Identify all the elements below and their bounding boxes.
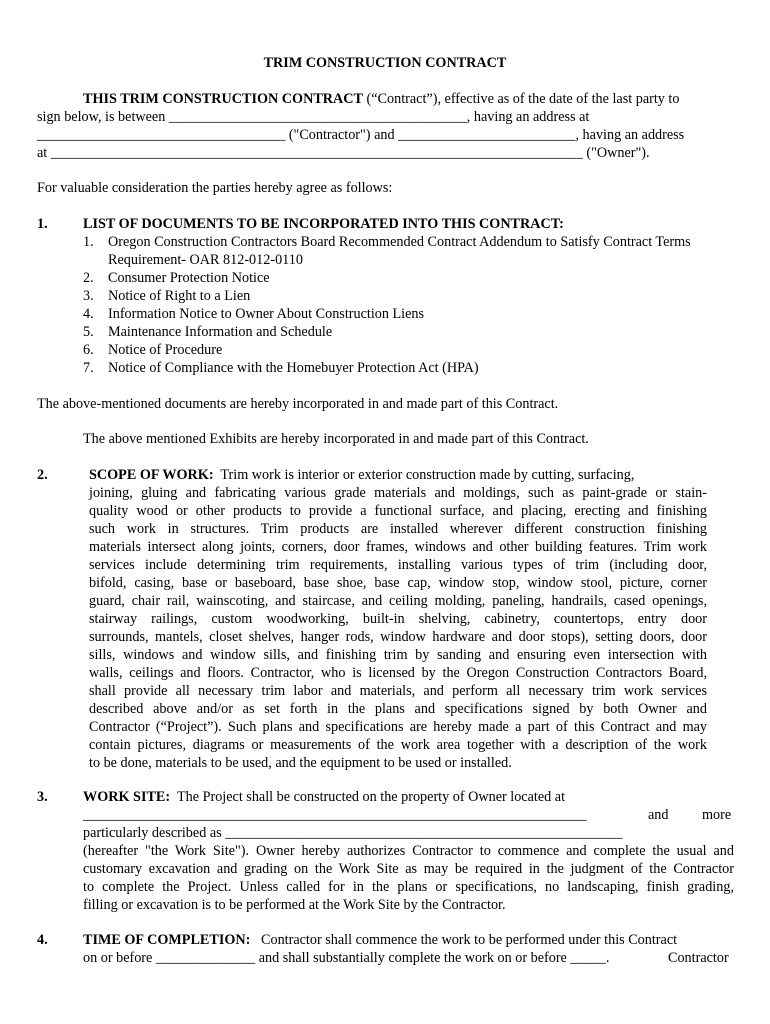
scope-line: shall provide all necessary trim labor and materials, and perform all necessary trim work services — [89, 683, 707, 699]
work-site-heading: WORK SITE: — [83, 789, 171, 805]
scope-line: joining, gluing and fabricating various grade materials and moldings, such as paint-grade or stain- — [89, 485, 707, 501]
section-3-number: 3. — [37, 789, 48, 805]
document-list-item: Consumer Protection Notice — [108, 270, 270, 286]
scope-line: services include determining trim requirements, installing various types of trim (including door, — [89, 557, 707, 573]
document-list-item: Information Notice to Owner About Construction Liens — [108, 306, 425, 322]
scope-line: such work in structures. Trim products are installed wherever different construction finishing — [89, 521, 707, 537]
completion-line-2: on or before ______________ and shall substantially complete the work on or before _____. — [83, 950, 610, 966]
document-list-number: 5. — [83, 324, 94, 340]
scope-heading: SCOPE OF WORK: — [89, 467, 214, 483]
work-site-blank-line: _______________________________________________________________________ — [83, 807, 587, 823]
document-list-item: Notice of Procedure — [108, 342, 223, 358]
document-list-item: Notice of Right to a Lien — [108, 288, 251, 304]
intro-line-3: ___________________________________ ("Contractor") and _________________________, having an address — [37, 127, 685, 143]
work-site-line: customary excavation and grading on the Work Site as may be required in the judgment of the Contractor — [83, 861, 734, 877]
document-list-item: Maintenance Information and Schedule — [108, 324, 333, 340]
work-site-description-line: particularly described as ________________________________________________________ — [83, 825, 623, 841]
work-site-line: (hereafter "the Work Site"). Owner hereby authorizes Contractor to commence and complete the usual and — [83, 843, 734, 859]
work-site-line-1 — [83, 788, 565, 806]
section-2-number: 2. — [37, 467, 48, 483]
scope-line: bifold, casing, base or baseboard, base shoe, base cap, window stop, window stool, picture, corner — [89, 575, 707, 591]
document-title: TRIM CONSTRUCTION CONTRACT — [263, 55, 507, 71]
scope-line: quality wood or other products to provide a functional surface, and placing, erecting and finishing — [89, 503, 707, 519]
scope-line: sills, windows and window sills, and finishing trim by sanding and ensuring even intersection with — [89, 647, 707, 663]
scope-line: materials intersect along joints, corners, door frames, windows and other building features. Trim work — [89, 539, 707, 555]
scope-line: Contractor (“Project”). Such plans and specifications are hereby made a part of this Contract and may — [89, 719, 707, 735]
scope-line: described above and/or as set forth in the plans and specifications signed by both Owner and — [89, 701, 707, 717]
scope-line: walls, ceilings and floors. Contractor, who is licensed by the Oregon Construction Contractors Board, — [89, 665, 707, 681]
document-list-number: 6. — [83, 342, 94, 358]
scope-line: to be done, materials to be used, and the equipment to be used or installed. — [89, 755, 512, 771]
scope-line: stairway railings, custom woodworking, built-in shelving, cabinetry, countertops, entry door — [89, 611, 707, 627]
work-site-intro: The Project shall be constructed on the property of Owner located at — [176, 789, 566, 805]
section-1-number: 1. — [37, 216, 48, 232]
completion-heading: TIME OF COMPLETION: — [83, 932, 251, 948]
incorporated-text-1: The above-mentioned documents are hereby incorporated in and made part of this Contract. — [37, 396, 559, 412]
scope-line: guard, chair rail, wainscoting, and staircase, and ceiling molding, paneling, handrails, cased openings, — [89, 593, 707, 609]
intro-contract-name: THIS TRIM CONSTRUCTION CONTRACT — [83, 91, 363, 107]
work-site-line: filling or excavation is to be performed at the Work Site by the Contractor. — [83, 897, 506, 913]
section-1-heading: LIST OF DOCUMENTS TO BE INCORPORATED INTO THIS CONTRACT: — [83, 216, 564, 232]
document-list-number: 4. — [83, 306, 94, 322]
document-list-number: 3. — [83, 288, 94, 304]
intro-line-1-rest: (“Contract”), effective as of the date of the last party to — [363, 91, 680, 107]
completion-contractor-word: Contractor — [668, 950, 729, 966]
document-list-number: 2. — [83, 270, 94, 286]
completion-text-1: Contractor shall commence the work to be performed under this Contract — [261, 932, 678, 948]
completion-line-1 — [83, 931, 677, 949]
intro-line-2: sign below, is between __________________________________________, having an address at — [37, 109, 590, 125]
scope-line — [89, 466, 634, 484]
document-list-item: Requirement- OAR 812-012-0110 — [108, 252, 303, 268]
intro-line-4: at ___________________________________________________________________________ ("Owner"). — [37, 145, 650, 161]
incorporated-text-2: The above mentioned Exhibits are hereby incorporated in and made part of this Contract. — [83, 431, 589, 447]
intro-line-1 — [83, 90, 679, 108]
work-site-and: and — [648, 807, 669, 823]
document-list-item: Notice of Compliance with the Homebuyer Protection Act (HPA) — [108, 360, 479, 376]
consideration-text: For valuable consideration the parties hereby agree as follows: — [37, 180, 393, 196]
work-site-line: to complete the Project. Unless called for in the plans or specifications, no landscaping, finish grading, — [83, 879, 734, 895]
document-list-number: 1. — [83, 234, 94, 250]
work-site-more: more — [702, 807, 732, 823]
scope-line: contain pictures, diagrams or measurements of the work area together with a description of the work — [89, 737, 707, 753]
scope-line: surrounds, mantels, closet shelves, hanger rods, window hardware and door stops), setting doors, door — [89, 629, 707, 645]
document-list-item: Oregon Construction Contractors Board Recommended Contract Addendum to Satisfy Contract Terms — [108, 234, 691, 250]
scope-line-text: Trim work is interior or exterior construction made by cutting, surfacing, — [220, 467, 635, 483]
document-list-number: 7. — [83, 360, 94, 376]
section-4-number: 4. — [37, 932, 48, 948]
